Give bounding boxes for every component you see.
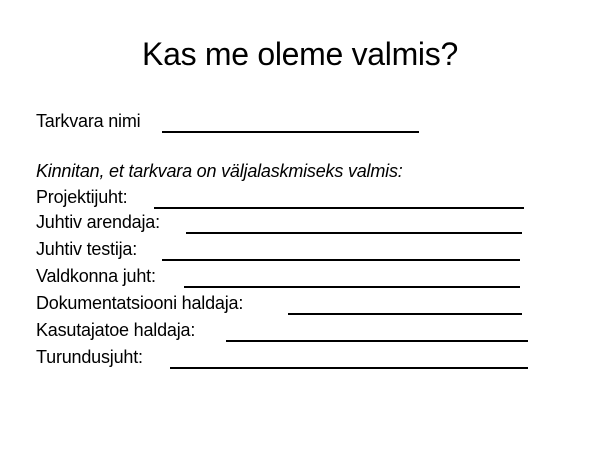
signature-label: Juhtiv testija: [36, 239, 138, 259]
signature-row-project-manager [36, 186, 127, 208]
signature-blank-line [184, 286, 520, 288]
signature-label: Dokumentatsiooni haldaja: [36, 293, 244, 313]
signature-row-documentation-owner [36, 292, 243, 314]
confirmation-note: Kinnitan, et tarkvara on väljalaskmiseks valmis: [36, 161, 403, 181]
signature-blank-line [226, 340, 528, 342]
software-name-blank-line [162, 131, 419, 133]
signature-blank-line [288, 313, 522, 315]
page-title: Kas me oleme valmis? [142, 36, 458, 72]
signature-label: Juhtiv arendaja: [36, 212, 160, 232]
signature-label: Valdkonna juht: [36, 266, 156, 286]
signature-blank-line [162, 259, 520, 261]
signature-label: Projektijuht: [36, 187, 128, 207]
software-name-row [36, 110, 140, 132]
signature-label: Kasutajatoe haldaja: [36, 320, 196, 340]
software-name-label: Tarkvara nimi [36, 111, 141, 131]
signature-label: Turundusjuht: [36, 347, 143, 367]
signature-row-support-owner [36, 319, 195, 341]
signature-row-lead-tester [36, 238, 137, 260]
signature-row-domain-lead [36, 265, 156, 287]
signature-blank-line [186, 232, 522, 234]
signature-row-lead-developer [36, 211, 160, 233]
signature-row-marketing-lead [36, 346, 143, 368]
signature-blank-line [154, 207, 524, 209]
signature-blank-line [170, 367, 528, 369]
